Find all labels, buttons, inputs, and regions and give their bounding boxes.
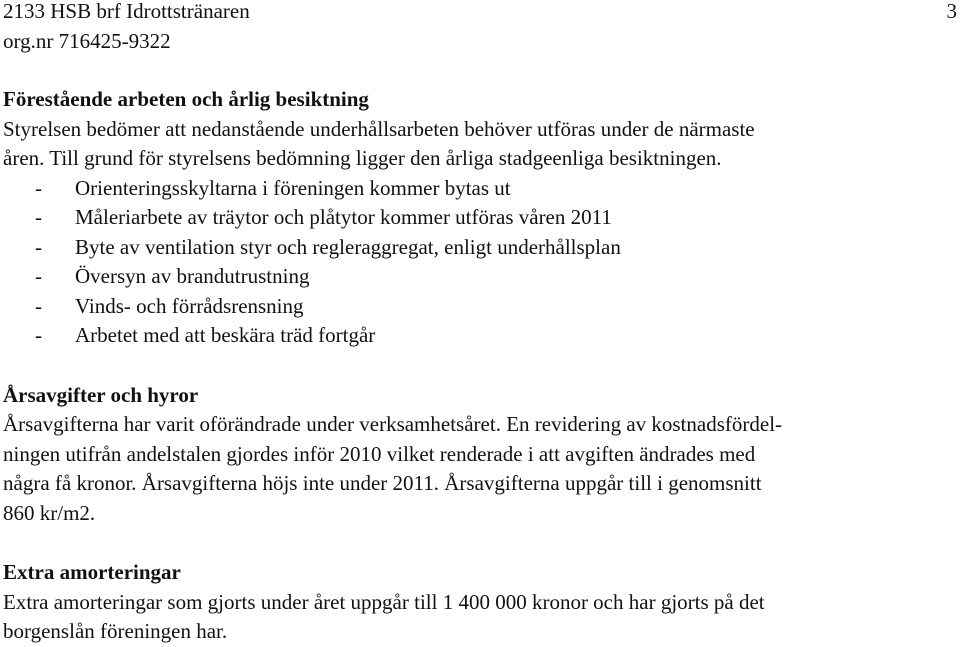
list-item-text: Vinds- och förrådsrensning — [75, 293, 304, 318]
list-marker: - — [35, 323, 42, 347]
section-heading-fees: Årsavgifter och hyror — [3, 382, 199, 407]
spacer — [3, 351, 957, 381]
paragraph-line: några få kronor. Årsavgifterna höjs inte under 2011. Årsavgifterna uppgår till i genomsnitt — [3, 471, 762, 495]
section-heading-maintenance: Förestående arbeten och årlig besiktning — [3, 87, 369, 111]
list-item-text: Orienteringsskyltarna i föreningen kommer bytas ut — [75, 175, 511, 200]
list-item-text: Måleriarbete av träytor och plåtytor kommer utföras våren 2011 — [75, 205, 612, 229]
maintenance-list — [3, 174, 957, 351]
list-item — [3, 203, 957, 233]
section-paragraph-amortization — [3, 588, 957, 647]
paragraph-line: Årsavgifterna har varit oförändrade under verksamhetsåret. En revidering av kostnadsfördel- — [3, 412, 783, 436]
spacer — [3, 56, 957, 85]
paragraph-line: åren. Till grund för styrelsens bedömning ligger den årliga stadgeenliga besiktningen. — [3, 146, 722, 170]
list-item-text: Arbetet med att beskära träd fortgår — [75, 323, 376, 347]
list-item — [3, 174, 957, 204]
paragraph-line: Extra amorteringar som gjorts under året uppgår till 1 400 000 kronor och har gjorts på det — [3, 589, 765, 614]
list-item — [3, 292, 957, 322]
list-item-text: Översyn av brandutrustning — [75, 264, 310, 288]
paragraph-line: ningen utifrån andelstalen gjordes inför 2010 vilket renderade i att avgiften ändrades med — [3, 441, 756, 466]
section-heading-amortization: Extra amorteringar — [3, 560, 181, 584]
page-header — [3, 0, 957, 27]
list-marker: - — [35, 175, 42, 200]
list-item — [3, 262, 957, 292]
section-amortization — [3, 558, 957, 647]
paragraph-line: borgenslån föreningen har. — [3, 619, 228, 643]
spacer — [3, 528, 957, 558]
list-marker: - — [35, 293, 42, 318]
section-paragraph-maintenance — [3, 115, 957, 174]
org-number: org.nr 716425-9322 — [3, 28, 171, 53]
section-fees — [3, 381, 957, 529]
document-page — [3, 0, 957, 647]
association-title: 2133 HSB brf Idrottstränaren — [3, 0, 250, 23]
list-item — [3, 233, 957, 263]
list-marker: - — [35, 234, 42, 259]
paragraph-line: 860 kr/m2. — [3, 500, 96, 525]
paragraph-line: Styrelsen bedömer att nedanstående underhållsarbeten behöver utföras under de närmaste — [3, 116, 755, 141]
list-item-text: Byte av ventilation styr och regleraggregat, enligt underhållsplan — [75, 234, 621, 259]
section-paragraph-fees — [3, 410, 957, 528]
section-maintenance — [3, 85, 957, 351]
list-item — [3, 321, 957, 351]
page-number: 3 — [946, 0, 957, 23]
list-marker: - — [35, 264, 42, 288]
list-marker: - — [35, 205, 42, 229]
